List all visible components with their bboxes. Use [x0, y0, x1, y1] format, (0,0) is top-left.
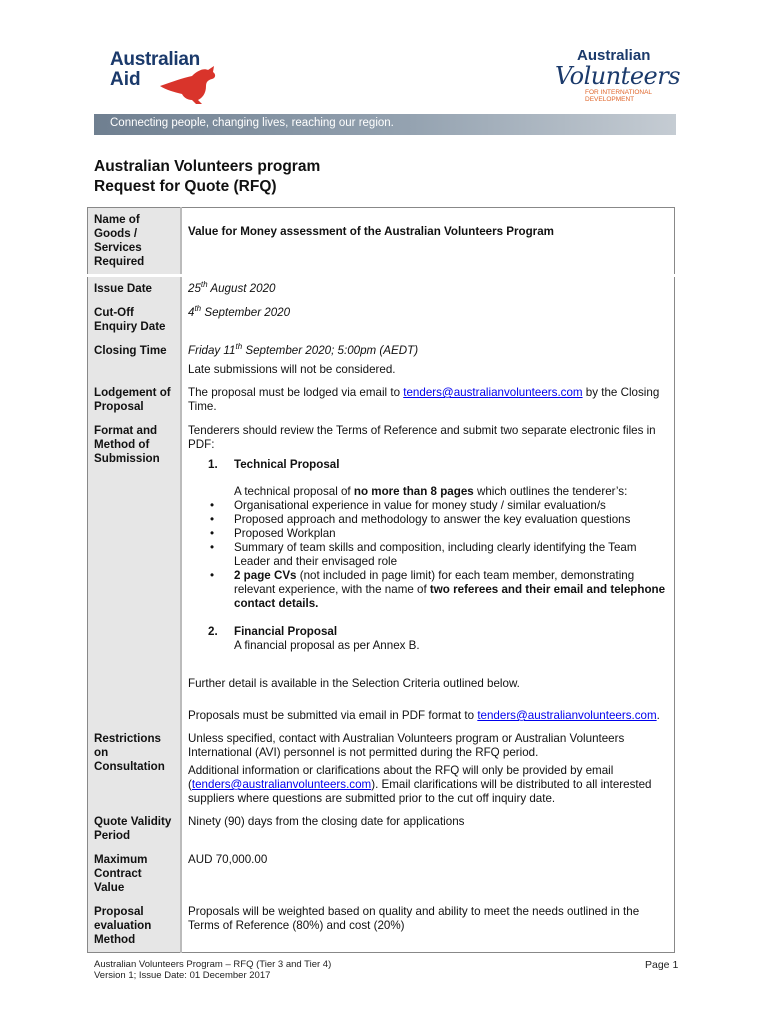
kangaroo-icon	[158, 64, 224, 106]
value-cutoff: 4th September 2020	[181, 301, 675, 339]
list-item: • Proposed approach and methodology to answer the key evaluation questions	[234, 513, 668, 527]
footer-document-info	[94, 959, 331, 981]
document-title	[94, 157, 320, 197]
table-row-issue	[88, 276, 675, 302]
submission-email-link[interactable]: tenders@australianvolunteers.com	[477, 709, 657, 722]
value-contract: AUD 70,000.00	[181, 848, 675, 900]
label-cutoff: Cut-Off Enquiry Date	[88, 301, 182, 339]
financial-proposal-text: A financial proposal as per Annex B.	[234, 639, 420, 652]
technical-proposal-list	[188, 499, 668, 611]
vol-logo-text-2: Volunteers	[555, 62, 681, 90]
table-row-closing	[88, 339, 675, 381]
value-evaluation: Proposals will be weighted based on quality and ability to meet the needs outlined in the Terms of Reference (80%) and cost (20%)	[181, 900, 675, 953]
label-closing: Closing Time	[88, 339, 182, 381]
vol-logo-text-1: Australian	[577, 47, 651, 64]
format-intro: Tenderers should review the Terms of Reference and submit two separate electronic files in PDF:	[188, 424, 656, 451]
list-item: • Proposed Workplan	[234, 527, 668, 541]
footer-line-2: Version 1; Issue Date: 01 December 2017	[94, 970, 271, 981]
label-restrictions: Restrictions on Consultation	[88, 727, 182, 810]
label-contract: Maximum Contract Value	[88, 848, 182, 900]
value-restrictions	[181, 727, 675, 810]
australian-volunteers-logo	[555, 47, 681, 106]
table-row-cutoff	[88, 301, 675, 339]
value-closing: Friday 11th September 2020; 5:00pm (AEDT) Late submissions will not be considered.	[181, 339, 675, 381]
aid-logo-text-2: Aid	[110, 69, 141, 90]
value-issue: 25th August 2020	[181, 276, 675, 302]
value-validity: Ninety (90) days from the closing date for applications	[181, 810, 675, 848]
page-number: Page 1	[645, 959, 679, 971]
restrictions-email-link[interactable]: tenders@australianvolunteers.com	[191, 778, 372, 791]
vol-logo-text-3: FOR INTERNATIONAL DEVELOPMENT	[585, 89, 652, 103]
restrictions-text-2: Additional information or clarifications about the RFQ will only be provided by email (tenders@australianvolunteers.com). Email clarifications will be distributed to all interested suppliers where questions are submitted prior to the cut off inquiry date.	[188, 764, 652, 805]
label-format: Format and Method of Submission	[88, 419, 182, 727]
australian-aid-logo	[110, 50, 240, 106]
technical-proposal-text: A technical proposal of no more than 8 pages which outlines the tenderer’s:	[234, 485, 628, 498]
footer-line-1: Australian Volunteers Program – RFQ (Tier 3 and Tier 4)	[94, 959, 332, 970]
rfq-details-table	[87, 207, 675, 953]
list-item: • Summary of team skills and composition, including clearly identifying the Team Leader and their envisaged role	[234, 541, 668, 569]
tagline-text: Connecting people, changing lives, reaching our region.	[110, 117, 394, 129]
table-row-validity	[88, 810, 675, 848]
value-lodgement: The proposal must be lodged via email to tenders@australianvolunteers.com by the Closing Time.	[181, 381, 675, 419]
list-item: • Organisational experience in value for money study / similar evaluation/s	[234, 499, 668, 513]
label-evaluation: Proposal evaluation Method	[88, 900, 182, 953]
title-line-2: Request for Quote (RFQ)	[94, 178, 277, 195]
further-detail-text: Further detail is available in the Selection Criteria outlined below.	[188, 677, 520, 690]
table-row-restrictions	[88, 727, 675, 810]
label-goods: Name of Goods / Services Required	[88, 208, 182, 276]
label-issue: Issue Date	[88, 276, 182, 302]
title-line-1: Australian Volunteers program	[94, 158, 321, 175]
aid-logo-text-1: Australian	[110, 49, 200, 70]
list-item: • 2 page CVs (not included in page limit) for each team member, demonstrating relevant experience, with the name of two referees and their email and telephone contact details.	[234, 569, 668, 611]
table-row-evaluation	[88, 900, 675, 953]
table-row-lodgement	[88, 381, 675, 419]
submission-text: Proposals must be submitted via email in PDF format to tenders@australianvolunteers.com.	[188, 709, 660, 722]
label-validity: Quote Validity Period	[88, 810, 182, 848]
closing-note: Late submissions will not be considered.	[188, 363, 396, 376]
financial-proposal-heading: 2. Financial Proposal	[208, 625, 338, 638]
restrictions-text-1: Unless specified, contact with Australian Volunteers program or Australian Volunteers International (AVI) personnel is not permitted during the RFQ period.	[188, 732, 625, 759]
value-format	[181, 419, 675, 727]
lodgement-email-link[interactable]: tenders@australianvolunteers.com	[403, 386, 583, 399]
table-row-goods	[88, 208, 675, 276]
label-lodgement: Lodgement of Proposal	[88, 381, 182, 419]
goods-text: Value for Money assessment of the Australian Volunteers Program	[188, 225, 554, 238]
table-row-contract	[88, 848, 675, 900]
tagline-banner	[94, 114, 676, 135]
value-goods	[181, 208, 675, 276]
table-row-format	[88, 419, 675, 727]
technical-proposal-heading: 1. Technical Proposal	[208, 458, 340, 471]
